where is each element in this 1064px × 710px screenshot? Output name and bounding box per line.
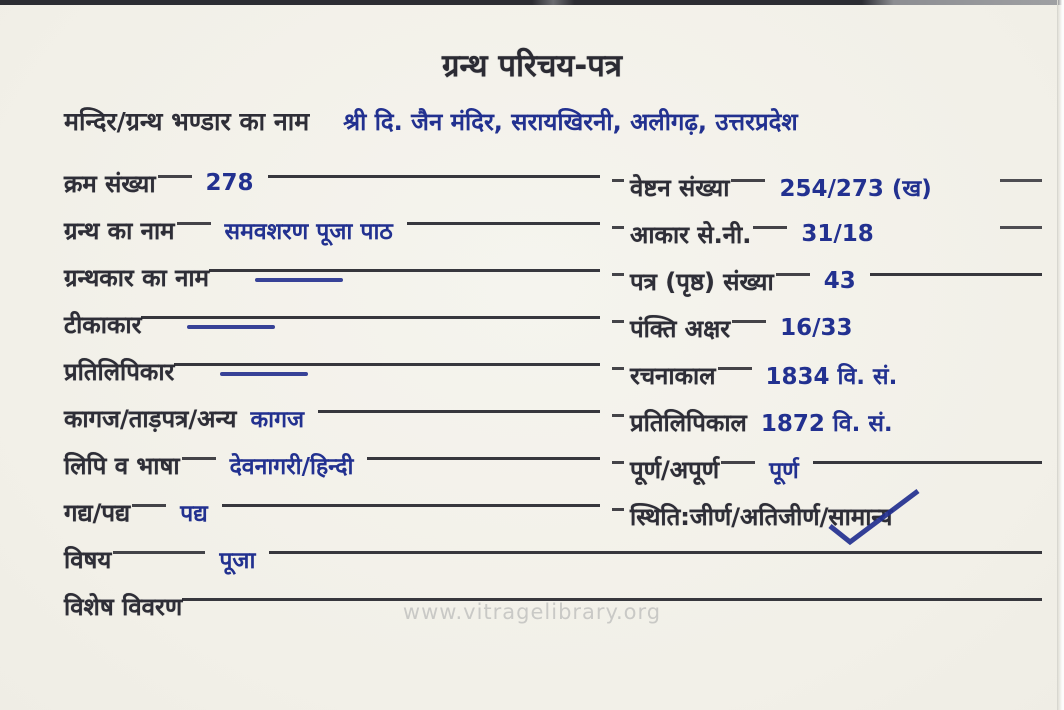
ruled-line-lead (612, 179, 624, 182)
ruled-line-lead (612, 508, 624, 511)
field-value: 16/33 (780, 314, 853, 341)
field-row-copied-date (612, 399, 1042, 446)
field-value: 43 (823, 267, 856, 294)
field-row-page-count (612, 258, 1042, 305)
ruled-line-gap-dash (132, 504, 166, 507)
field-label: पत्र (पृष्ठ) संख्या (630, 268, 774, 296)
ruled-line-gap-dash (776, 273, 810, 276)
field-label: टीकाकार (64, 311, 142, 339)
field-label: कागज/ताड़पत्र/अन्य (64, 405, 237, 433)
ruled-line (407, 222, 600, 225)
ruled-line (209, 269, 600, 272)
field-label: ग्रन्थ का नाम (64, 217, 175, 245)
field-row-author-name (64, 254, 600, 301)
ruled-line (870, 273, 1042, 276)
field-label: पूर्ण/अपूर्ण (630, 456, 720, 484)
field-value: समवशरण पूजा पाठ (224, 218, 393, 245)
field-row-material (64, 395, 600, 442)
ruled-line (174, 363, 600, 366)
scan-right-edge (1057, 0, 1064, 710)
field-value: देवनागरी/हिन्दी (229, 453, 354, 480)
scan-top-edge (0, 0, 1064, 5)
field-label: लिपि व भाषा (64, 452, 180, 480)
field-value: 31/18 (801, 220, 874, 247)
ruled-line-lead (612, 461, 624, 464)
ruled-line-short (1000, 226, 1042, 229)
field-row-complete (612, 446, 1042, 493)
field-label: ग्रन्थकार का नाम (64, 264, 209, 292)
field-label: क्रम संख्या (64, 170, 156, 198)
field-value: कागज (250, 406, 305, 433)
field-value: 1834 वि. सं. (765, 363, 898, 390)
ruled-line-gap-dash (718, 367, 752, 370)
field-row-copyist (64, 348, 600, 395)
ruled-line (813, 461, 1042, 464)
field-label: गद्य/पद्य (64, 499, 131, 527)
field-label: पंक्ति अक्षर (630, 315, 731, 343)
ruled-line-lead (612, 367, 624, 370)
field-label: स्थिति:जीर्ण/अतिजीर्ण/ (630, 503, 829, 531)
ruled-line (269, 551, 1042, 554)
ruled-line (367, 457, 600, 460)
ruled-line-gap-dash (731, 179, 765, 182)
field-row-condition (612, 493, 1042, 540)
ruled-line-lead (612, 273, 624, 276)
blank-value-line (220, 372, 308, 376)
field-label: रचनाकाल (630, 362, 716, 390)
fields-left-column (64, 160, 600, 536)
field-row-lines-letters (612, 305, 1042, 352)
field-label: विशेष विवरण (64, 593, 183, 621)
field-row-prose-verse (64, 489, 600, 536)
blank-value-line (255, 278, 343, 282)
field-value: 1872 वि. सं. (760, 410, 893, 437)
temple-name-value: श्री दि. जैन मंदिर, सरायखिरनी, अलीगढ़, उत्तरप्रदेश (343, 108, 798, 136)
field-label: प्रतिलिपिकाल (630, 409, 747, 437)
watermark: www.vitragelibrary.org (402, 600, 662, 624)
ruled-line-gap-dash (753, 226, 787, 229)
ruled-line-lead (612, 320, 624, 323)
temple-name-label: मन्दिर/ग्रन्थ भण्डार का नाम (64, 107, 310, 136)
field-row-granth-name (64, 207, 600, 254)
ruled-line-gap-dash (182, 457, 216, 460)
ruled-line (318, 410, 600, 413)
field-row-script-language (64, 442, 600, 489)
ruled-line-gap-dash (158, 175, 192, 178)
field-row-commentator (64, 301, 600, 348)
field-value: 278 (205, 169, 254, 196)
ruled-line-lead (612, 226, 624, 229)
ruled-line-gap-dash (113, 551, 205, 554)
ruled-line (268, 175, 600, 178)
blank-value-line (187, 325, 275, 329)
field-row-composed-date (612, 352, 1042, 399)
field-row-serial-number (64, 160, 600, 207)
ruled-line-gap-dash (177, 222, 211, 225)
fields-right-column (612, 164, 1042, 540)
field-value: 254/273 (ख) (779, 175, 932, 202)
field-value: पद्य (180, 500, 208, 527)
ruled-line-short (1000, 179, 1042, 182)
field-row-subject (64, 536, 1042, 583)
ruled-line-lead (612, 414, 624, 417)
field-row-size-cm (612, 211, 1042, 258)
field-label: आकार से.नी. (630, 221, 752, 249)
field-value: पूर्ण (769, 457, 799, 484)
ruled-line (222, 504, 600, 507)
card-title: ग्रन्थ परिचय-पत्र (442, 48, 622, 84)
ruled-line (141, 316, 600, 319)
field-label: प्रतिलिपिकार (64, 358, 175, 386)
condition-marked-option (828, 500, 892, 533)
field-label: वेष्टन संख्या (630, 174, 730, 202)
field-value: पूजा (219, 547, 256, 574)
temple-name-row (64, 104, 1034, 138)
field-row-bundle-number (612, 164, 1042, 211)
field-label: सामान्य (828, 503, 893, 531)
field-label: विषय (64, 546, 112, 574)
ruled-line-gap-dash (732, 320, 766, 323)
ruled-line-gap-dash (721, 461, 755, 464)
